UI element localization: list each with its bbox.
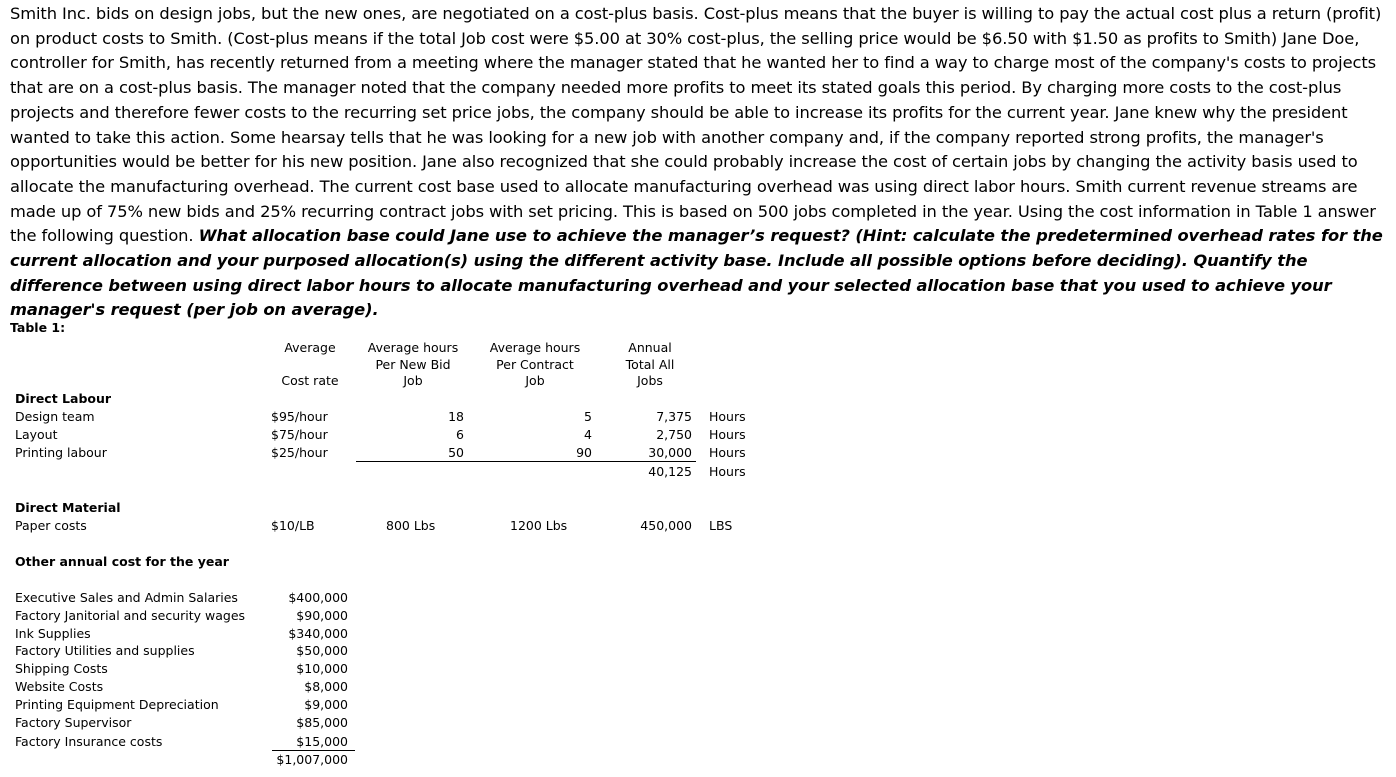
row-new-bid: 18 [448,409,464,424]
header-contract-line2: Per Contract [496,357,574,372]
row-rate: $25/hour [271,445,328,460]
cost-amount: $85,000 [296,715,348,730]
divider [272,750,355,751]
cost-label: Factory Supervisor [15,715,132,730]
cost-label: Website Costs [15,679,104,694]
header-new-bid-line2: Per New Bid [375,357,451,372]
divider [356,461,696,462]
row-annual: 2,750 [656,427,692,442]
row-rate: $75/hour [271,427,328,442]
cost-label: Ink Supplies [15,626,91,641]
header-annual-line1: Annual [628,340,672,355]
row-new-bid: 6 [456,427,464,442]
row-contract: 4 [584,427,592,442]
direct-labour-total-unit: Hours [709,464,746,479]
row-annual: 450,000 [640,518,692,533]
row-new-bid: 50 [448,445,464,460]
row-label: Layout [15,427,58,442]
cost-label: Shipping Costs [15,661,108,676]
header-annual-line3: Jobs [637,373,663,388]
header-new-bid-line3: Job [403,373,423,388]
row-annual: 7,375 [656,409,692,424]
cost-amount: $90,000 [296,608,348,623]
direct-material-heading: Direct Material [15,500,121,515]
row-contract: 90 [576,445,592,460]
cost-amount: $400,000 [288,590,348,605]
cost-amount: $340,000 [288,626,348,641]
header-cost-rate: Cost rate [281,373,339,388]
header-annual-line2: Total All [625,357,675,372]
header-contract-line1: Average hours [489,340,581,355]
other-costs-heading: Other annual cost for the year [15,554,229,569]
row-new-bid: 800 Lbs [386,518,436,533]
row-unit: Hours [709,427,746,442]
other-costs-total: $1,007,000 [276,752,348,767]
header-new-bid-line1: Average hours [367,340,459,355]
cost-amount: $8,000 [304,679,348,694]
cost-label: Factory Insurance costs [15,734,163,749]
header-average: Average [284,340,336,355]
cost-label: Executive Sales and Admin Salaries [15,590,238,605]
row-unit: Hours [709,445,746,460]
row-rate: $95/hour [271,409,328,424]
direct-labour-total: 40,125 [648,464,692,479]
cost-label: Printing Equipment Depreciation [15,697,219,712]
direct-labour-heading: Direct Labour [15,391,112,406]
row-unit: LBS [709,518,733,533]
question-emphasis: What allocation base could Jane use to achieve the manager’s request? (Hint: calculate the predetermined overhead rates for the current allocation and your purposed allocation(s) using the different activity base. Include all possible options before deciding). Quantify the difference between using direct labor hours to allocate manufacturing overhead and your selected allocation base that you used to achieve your manager's request (per job on average). [10,226,1383,320]
cost-label: Factory Utilities and supplies [15,643,195,658]
row-unit: Hours [709,409,746,424]
row-label: Paper costs [15,518,87,533]
cost-amount: $15,000 [296,734,348,749]
row-label: Design team [15,409,95,424]
header-contract-line3: Job [525,373,545,388]
cost-amount: $9,000 [304,697,348,712]
row-label: Printing labour [15,445,107,460]
row-contract: 1200 Lbs [510,518,568,533]
table-title: Table 1: [10,320,66,335]
row-annual: 30,000 [648,445,692,460]
cost-amount: $50,000 [296,643,348,658]
cost-label: Factory Janitorial and security wages [15,608,246,623]
question-body: Smith Inc. bids on design jobs, but the new ones, are negotiated on a cost-plus basis. Cost-plus means that the buyer is willing to pay the actual cost plus a return (profit) on product costs to Smith. (Cost-plus means if the total Job cost were $5.00 at 30% cost-plus, the selling price would be $6.50 with $1.50 as profits to Smith) Jane Doe, controller for Smith, has recently returned from a meeting where the manager stated that he wanted her to find a way to charge most of the company's costs to projects that are on a cost-plus basis. The manager noted that the company needed more profits to meet its stated goals this period. By charging more costs to the cost-plus projects and therefore fewer costs to the recurring set price jobs, the company should be able to increase its profits for the current year. Jane knew why the president wanted to take this action. Some hearsay tells that he was looking for a new job with another company and, if the company reported strong profits, the manager's opportunities would be better for his new position. Jane also recognized that she could probably increase the cost of certain jobs by changing the activity basis used to allocate the manufacturing overhead. The current cost base used to allocate manufacturing overhead was using direct labor hours. Smith current revenue streams are made up of 75% new bids and 25% recurring contract jobs with set pricing. This is based on 500 jobs completed in the year. Using the cost information in Table 1 answer the following question. [10,4,1382,246]
cost-amount: $10,000 [296,661,348,676]
question-paragraph [10,2,1394,323]
row-contract: 5 [584,409,592,424]
row-rate: $10/LB [271,518,315,533]
